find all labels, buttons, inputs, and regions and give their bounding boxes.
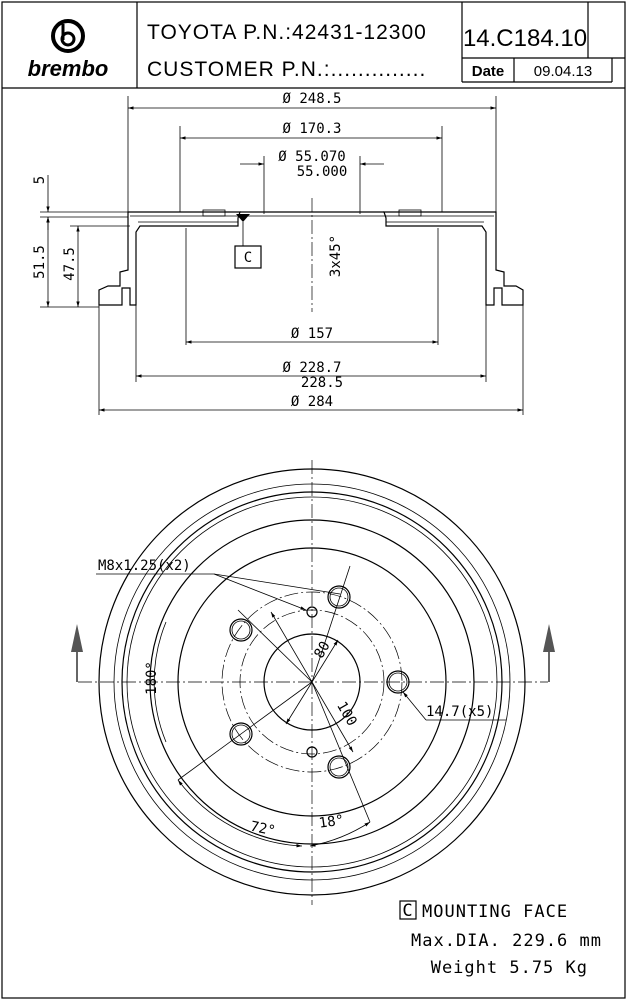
customer-part-number: CUSTOMER P.N.:.............. (147, 58, 427, 81)
section-arrow-right-icon (543, 624, 555, 682)
bolt-hole (230, 619, 252, 641)
dim-228-5: 228.5 (300, 375, 344, 391)
date-value: 09.04.13 (533, 63, 593, 80)
oem-part-number: TOYOTA P.N.:42431-12300 (147, 21, 427, 44)
dim-diameter-170-3: Ø 170.3 (282, 121, 342, 137)
note-datum-label: C (402, 901, 414, 921)
section-view (32, 91, 523, 415)
dim-height-47-5: 47.5 (62, 247, 78, 281)
dim-chamfer: 3x45° (328, 234, 344, 278)
bolt-circle-100: 100 (333, 699, 360, 729)
dim-diameter-55-070: Ø 55.070 (278, 149, 346, 165)
notes (400, 901, 602, 978)
dim-diameter-248-5: Ø 248.5 (282, 91, 342, 107)
datum-c-label: C (243, 250, 253, 266)
bolt-hole (328, 756, 350, 778)
weight-note: Weight 5.75 Kg (430, 958, 588, 978)
angle-180: 180° (144, 661, 160, 695)
date-label: Date (471, 63, 505, 80)
dim-height-51-5: 51.5 (32, 245, 48, 279)
dim-diameter-157: Ø 157 (290, 326, 334, 342)
angle-18: 18° (317, 812, 346, 832)
front-view (71, 460, 555, 905)
thread-spec: M8x1.25(x2) (98, 558, 191, 574)
dim-diameter-228-7: Ø 228.7 (282, 360, 342, 376)
dim-55-000: 55.000 (296, 164, 348, 180)
hole-diameter: 14.7(x5) (426, 704, 494, 720)
brand-name: brembo (27, 56, 109, 81)
bolt-circle-80: 80 (311, 638, 334, 662)
max-diameter-note: Max.DIA. 229.6 mm (411, 931, 602, 951)
brembo-logo-icon (53, 21, 83, 51)
dim-diameter-284: Ø 284 (290, 394, 334, 410)
section-arrow-left-icon (71, 624, 83, 682)
title-block (2, 2, 625, 88)
angle-72: 72° (248, 818, 277, 840)
part-code: 14.C184.10 (462, 25, 588, 52)
bolt-hole (328, 586, 350, 608)
mounting-face-note: MOUNTING FACE (422, 902, 569, 922)
dim-height-5: 5 (32, 175, 48, 185)
